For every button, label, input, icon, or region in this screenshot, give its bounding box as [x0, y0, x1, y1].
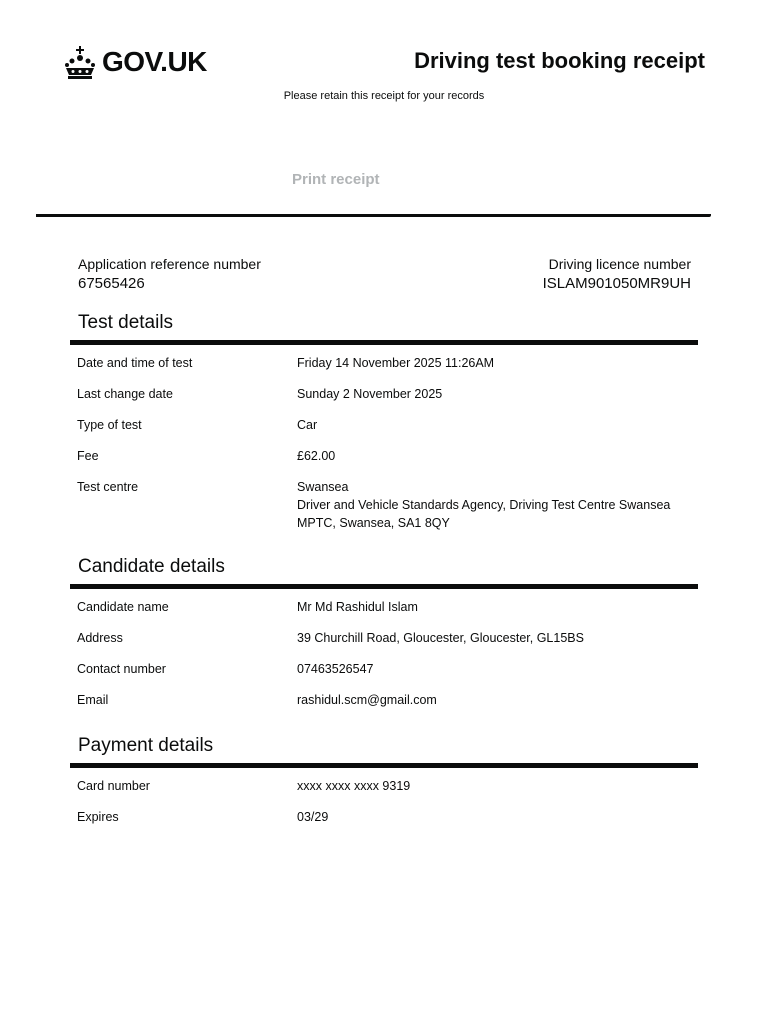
- header-divider: [36, 214, 711, 217]
- detail-value: Mr Md Rashidul Islam: [297, 600, 418, 614]
- page-title: Driving test booking receipt: [414, 48, 705, 73]
- detail-value: £62.00: [297, 449, 336, 463]
- detail-value: xxxx xxxx xxxx 9319: [297, 779, 411, 793]
- detail-label: Test centre: [77, 480, 139, 494]
- detail-label: Card number: [77, 779, 150, 793]
- detail-row: [70, 657, 698, 688]
- detail-label: Contact number: [77, 662, 166, 676]
- detail-row: [70, 805, 698, 836]
- test-centre-address-line: MPTC, Swansea, SA1 8QY: [297, 516, 450, 530]
- driving-licence-label: Driving licence number: [548, 256, 691, 272]
- detail-label: Candidate name: [77, 600, 169, 614]
- application-reference: [78, 254, 261, 294]
- section-divider: [70, 763, 698, 768]
- detail-row: [70, 444, 698, 475]
- print-receipt-button[interactable]: Print receipt: [292, 171, 380, 188]
- detail-row: [70, 413, 698, 444]
- driving-licence-number: [543, 254, 691, 294]
- detail-label: Date and time of test: [77, 356, 193, 370]
- detail-row: [70, 382, 698, 413]
- section-divider: [70, 340, 698, 345]
- detail-row: [70, 688, 698, 719]
- detail-row: [70, 774, 698, 805]
- detail-label: Expires: [77, 810, 119, 824]
- detail-value: Car: [297, 418, 318, 432]
- detail-value: rashidul.scm@gmail.com: [297, 693, 437, 707]
- receipt-header: [0, 0, 768, 220]
- payment-details-section: [70, 733, 698, 836]
- test-centre-address-line: Driver and Vehicle Standards Agency, Driving Test Centre Swansea: [297, 498, 671, 512]
- crown-icon: [64, 44, 96, 80]
- detail-value: Sunday 2 November 2025: [297, 387, 443, 401]
- candidate-details-section: [70, 554, 698, 719]
- detail-row: [70, 351, 698, 382]
- detail-row: [70, 595, 698, 626]
- detail-value: 39 Churchill Road, Gloucester, Gloucester, GL15BS: [297, 631, 584, 645]
- candidate-details-heading: Candidate details: [78, 556, 225, 577]
- payment-details-heading: Payment details: [78, 735, 214, 756]
- section-divider: [70, 584, 698, 589]
- test-centre-row: [70, 475, 698, 542]
- detail-value: 03/29: [297, 810, 329, 824]
- govuk-logo[interactable]: [64, 44, 207, 80]
- detail-value: 07463526547: [297, 662, 374, 676]
- application-reference-value: 67565426: [78, 275, 145, 292]
- detail-label: Fee: [77, 449, 99, 463]
- reference-numbers: [78, 254, 691, 294]
- test-centre-name: Swansea: [297, 480, 349, 494]
- test-details-section: [70, 310, 698, 542]
- detail-label: Address: [77, 631, 123, 645]
- detail-value: Friday 14 November 2025 11:26AM: [297, 356, 495, 370]
- detail-row: [70, 626, 698, 657]
- retain-note: Please retain this receipt for your records: [283, 90, 485, 102]
- detail-label: Email: [77, 693, 109, 707]
- test-centre-value: [297, 478, 698, 532]
- logo-text: GOV.UK: [102, 46, 207, 77]
- detail-label: Last change date: [77, 387, 173, 401]
- detail-label: Type of test: [77, 418, 142, 432]
- driving-licence-value: ISLAM901050MR9UH: [542, 275, 691, 292]
- application-reference-label: Application reference number: [78, 256, 261, 272]
- test-details-heading: Test details: [78, 312, 174, 333]
